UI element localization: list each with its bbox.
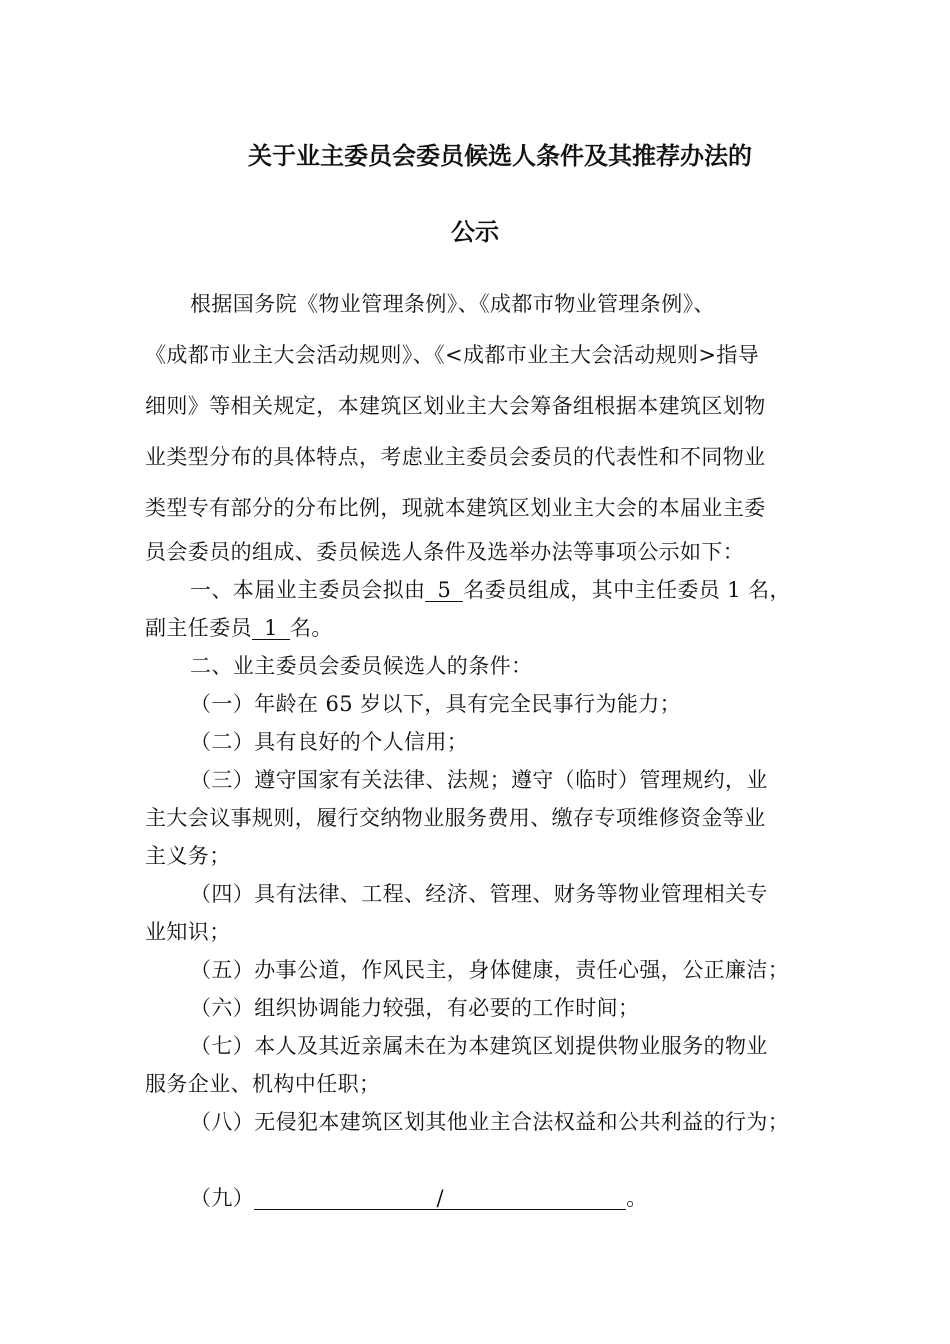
condition-3-line-2: 主大会议事规则，履行交纳物业服务费用、缴存专项维修资金等业 (145, 806, 766, 830)
intro-line-3: 细则》等相关规定，本建筑区划业主大会筹备组根据本建筑区划物 (145, 394, 766, 418)
condition-9-blank: / (254, 1187, 626, 1210)
item2-heading: 二、业主委员会委员候选人的条件： (190, 654, 533, 678)
condition-3-line-1: （三）遵守国家有关法律、法规；遵守（临时）管理规约，业 (190, 768, 768, 792)
condition-7-line-2: 服务企业、机构中任职； (145, 1072, 381, 1096)
condition-4-line-1: （四）具有法律、工程、经济、管理、财务等物业管理相关专 (190, 882, 768, 906)
item1-middle: 名委员组成，其中主任委员 1 名， (463, 578, 791, 602)
item1-line-2 (145, 614, 333, 642)
intro-line-5: 类型专有部分的分布比例，现就本建筑区划业主大会的本届业主委 (145, 496, 766, 520)
condition-4-line-2: 业知识； (145, 920, 231, 944)
intro-line-1: 根据国务院《物业管理条例》、《成都市物业管理条例》、 (190, 292, 715, 316)
condition-9-suffix: 。 (626, 1186, 648, 1210)
condition-1: （一）年龄在 65 岁以下，具有完全民事行为能力； (190, 692, 682, 716)
item1-line2-prefix: 副主任委员 (145, 616, 252, 640)
condition-8: （八）无侵犯本建筑区划其他业主合法权益和公共利益的行为； (190, 1110, 790, 1134)
condition-9-prefix: （九） (190, 1186, 255, 1210)
item1-line-1 (190, 576, 791, 604)
intro-line-6: 员会委员的组成、委员候选人条件及选举办法等事项公示如下： (145, 540, 745, 564)
intro-line-2: 《成都市业主大会活动规则》、《<成都市业主大会活动规则>指导 (145, 343, 760, 367)
member-count: 5 (425, 579, 463, 602)
item1-prefix: 一、本届业主委员会拟由 (190, 578, 426, 602)
intro-line-4: 业类型分布的具体特点，考虑业主委员会委员的代表性和不同物业 (145, 445, 766, 469)
condition-6: （六）组织协调能力较强，有必要的工作时间； (190, 996, 640, 1020)
condition-9 (190, 1184, 648, 1212)
condition-3-line-3: 主义务； (145, 844, 231, 868)
item1-line2-suffix: 名。 (290, 616, 333, 640)
condition-7-line-1: （七）本人及其近亲属未在为本建筑区划提供物业服务的物业 (190, 1034, 768, 1058)
condition-2: （二）具有良好的个人信用； (190, 730, 469, 754)
vice-count: 1 (252, 617, 290, 640)
document-title-line2: 公示 (451, 218, 499, 246)
document-title-line1: 关于业主委员会委员候选人条件及其推荐办法的 (248, 142, 752, 170)
condition-5: （五）办事公道，作风民主，身体健康，责任心强，公正廉洁； (190, 958, 790, 982)
